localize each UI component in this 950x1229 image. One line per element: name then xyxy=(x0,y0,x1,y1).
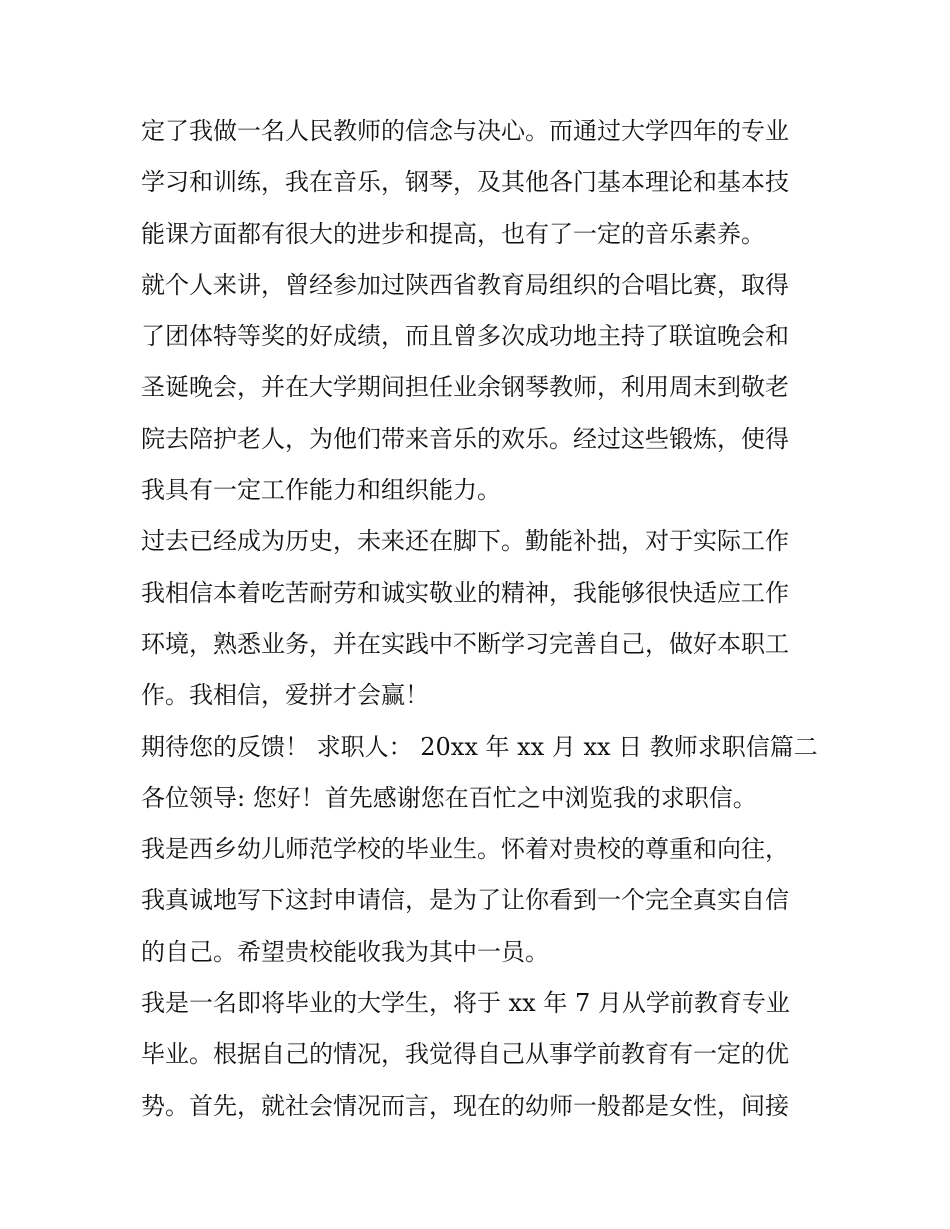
text-line: 我相信本着吃苦耐劳和诚实敬业的精神，我能够很快适应工作 xyxy=(141,578,789,607)
text-line: 院去陪护老人，为他们带来音乐的欢乐。经过这些锻炼，使得 xyxy=(141,424,789,453)
text-line: 毕业。根据自己的情况，我觉得自己从事学前教育有一定的优 xyxy=(141,1040,789,1069)
text-line: 就个人来讲，曾经参加过陕西省教育局组织的合唱比赛，取得 xyxy=(141,270,789,299)
body-text xyxy=(141,106,821,1132)
text-line: 圣诞晚会，并在大学期间担任业余钢琴教师，利用周末到敬老 xyxy=(141,373,789,402)
text-line: 我是一名即将毕业的大学生，将于 xx 年 7 月从学前教育专业 xyxy=(141,989,790,1018)
text-line: 各位领导: 您好！首先感谢您在百忙之中浏览我的求职信。 xyxy=(141,783,757,812)
text-line: 我是西乡幼儿师范学校的毕业生。怀着对贵校的尊重和向往， xyxy=(141,835,789,864)
text-line: 能课方面都有很大的进步和提高，也有了一定的音乐素养。 xyxy=(141,219,765,248)
text-line: 我真诚地写下这封申请信，是为了让你看到一个完全真实自信 xyxy=(141,886,789,915)
text-line: 定了我做一名人民教师的信念与决心。而通过大学四年的专业 xyxy=(141,117,789,145)
text-line: 的自己。希望贵校能收我为其中一员。 xyxy=(141,937,549,966)
text-line: 了团体特等奖的好成绩，而且曾多次成功地主持了联谊晚会和 xyxy=(141,322,789,351)
text-line: 势。首先，就社会情况而言，现在的幼师一般都是女性，间接 xyxy=(141,1091,789,1120)
text-line: 期待您的反馈！ 求职人： 20xx 年 xx 月 xx 日 教师求职信篇二 xyxy=(141,732,818,761)
text-line: 作。我相信，爱拼才会赢！ xyxy=(141,681,429,710)
text-line: 我具有一定工作能力和组织能力。 xyxy=(141,476,501,505)
text-line: 过去已经成为历史，未来还在脚下。勤能补拙，对于实际工作 xyxy=(141,527,789,556)
text-line: 学习和训练，我在音乐，钢琴，及其他各门基本理论和基本技 xyxy=(141,168,789,197)
text-line: 环境，熟悉业务，并在实践中不断学习完善自己，做好本职工 xyxy=(141,629,789,658)
